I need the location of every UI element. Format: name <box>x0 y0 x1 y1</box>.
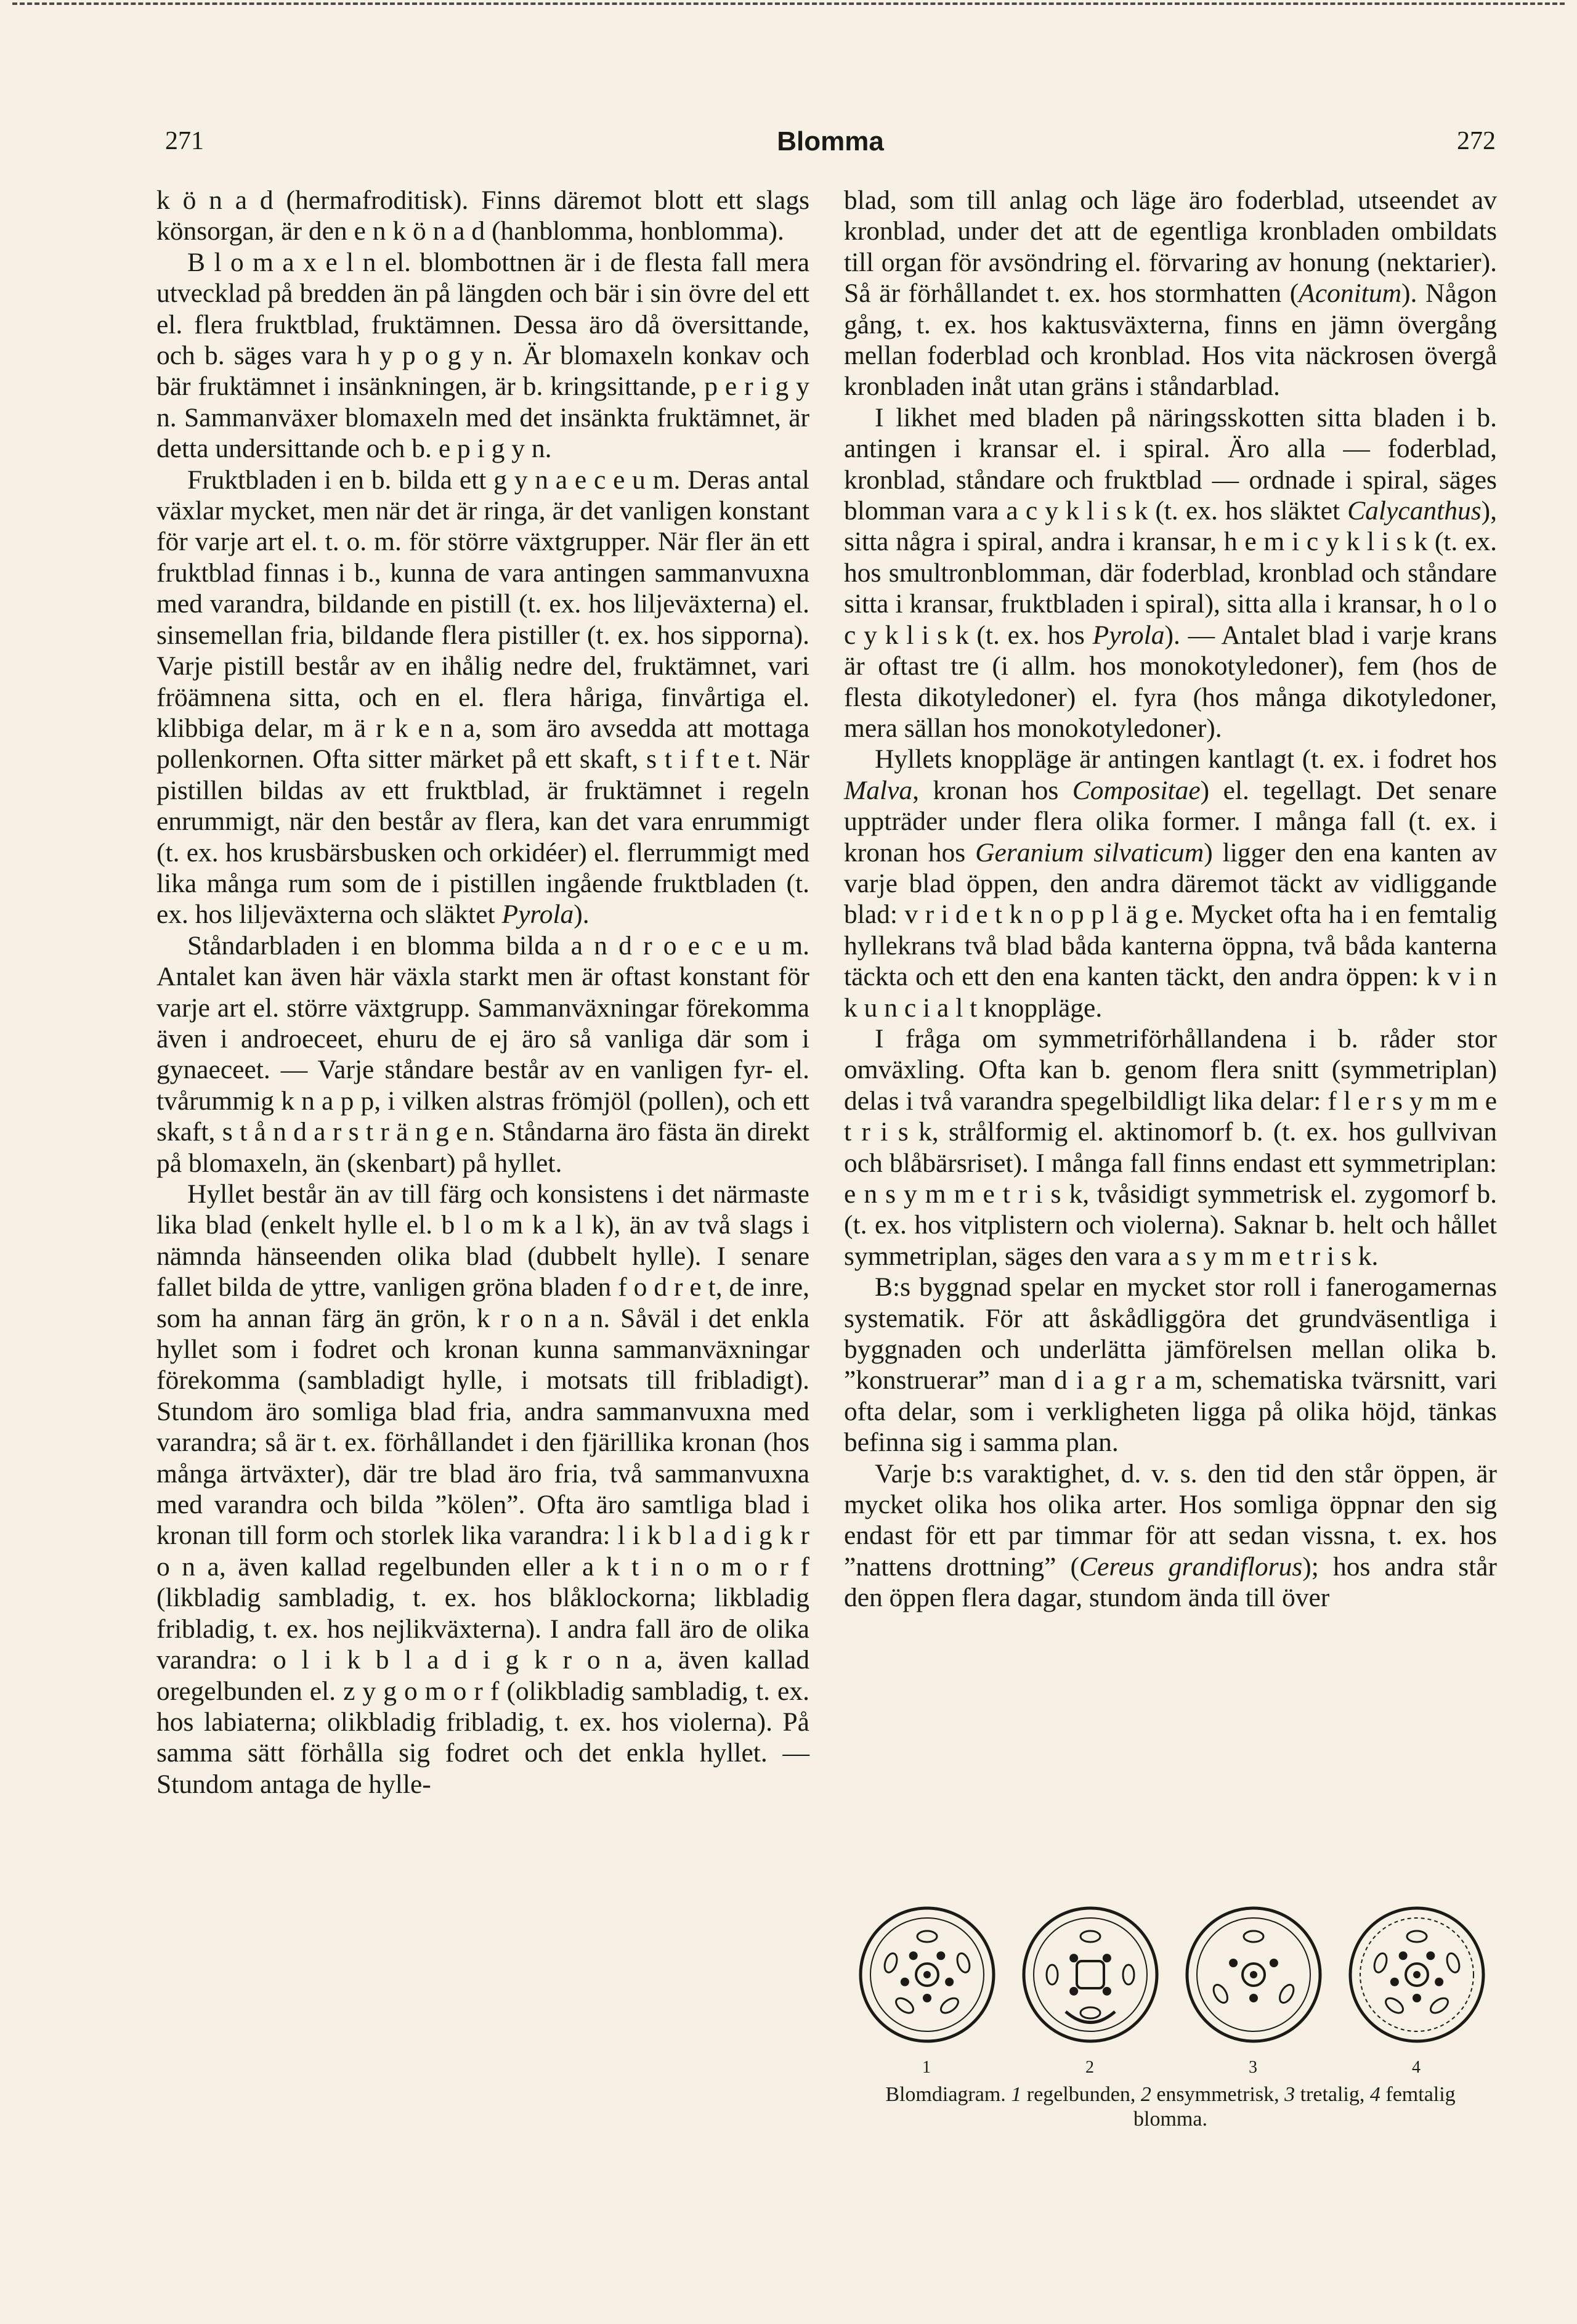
petal-mark <box>938 1995 960 2015</box>
paragraph <box>156 185 809 247</box>
caption-run: regelbunden, <box>1021 2083 1141 2106</box>
text-run: , strålformig el. aktinomorf b. (t. ex. hos gullvivan och blåbärsriset). I många fall finns endast ett symmetriplan: <box>844 1117 1497 1178</box>
petal-mark <box>1407 1931 1427 1942</box>
text-run: ). — Antalet blad i varje krans är oftast tre (i allm. hos monokotyledoner), fem (hos de flesta dikotyledoner) el. fyra (hos många dikotyledoner, mera sällan hos monokotyledoner). <box>844 620 1497 743</box>
petal-mark <box>1080 2007 1100 2018</box>
text-run: Ståndarbladen i en blomma bilda <box>187 930 571 961</box>
paragraph <box>156 465 809 930</box>
running-title: Blomma <box>777 126 884 156</box>
stamen-mark <box>909 1951 918 1960</box>
spaced-term: z y g o m o r f <box>343 1676 500 1706</box>
spaced-term: e n k ö n a d <box>354 216 485 246</box>
text-run: . När pistillen bildas av ett fruktblad, är fruktämnet i regeln enrummigt, när den består av flera, kan det vara enrummigt (t. ex. hos krusbärsbusken och orkidéer) el. flerrummigt med lika många rum som de i pistillen ingående fruktbladen (t. ex. hos liljeväxterna och släktet <box>156 744 809 930</box>
text-run: . <box>1371 1241 1379 1271</box>
flower-diagram-figure <box>844 1901 1497 2132</box>
text-run: (hanblomma, honblomma). <box>485 216 784 246</box>
petal-mark <box>883 1952 899 1974</box>
ovary-mark <box>1077 1961 1104 1988</box>
stamen-mark <box>1103 1987 1111 1996</box>
right-column <box>844 185 1497 1614</box>
caption-run <box>1006 2083 1011 2106</box>
petal-mark <box>1277 1983 1297 2005</box>
scan-edge-line <box>12 2 1565 5</box>
petal-mark <box>955 1952 971 1974</box>
text-run: , även kallad oregelbunden el. <box>156 1645 809 1706</box>
caption-number: 4 <box>1369 2083 1380 2106</box>
petal-mark <box>1244 1931 1263 1942</box>
stamen-mark <box>1229 1959 1238 1967</box>
stamen-mark <box>1103 1954 1111 1962</box>
spaced-term: k v i n k u n c i a l t <box>844 962 1497 1023</box>
italic-term: Cereus grandiflorus <box>1079 1551 1303 1582</box>
petal-mark <box>1123 1965 1134 1985</box>
stamen-mark <box>936 1951 945 1960</box>
stamen-mark <box>1435 1978 1443 1986</box>
caption-lead: Blomdiagram. <box>885 2083 1006 2106</box>
italic-term: Malva <box>844 775 913 805</box>
caption-run: ensymmetrisk, <box>1151 2083 1285 2106</box>
stamen-mark <box>945 1978 954 1986</box>
text-run: . Deras antal växlar mycket, men när det är ringa, är det vanligen konstant för varje art el. t. o. m. för större växtgrupper. När fler än ett fruktblad finnas i b., kunna de vara antingen sammanvuxna med varandra, bildande en pistill (t. ex. hos liljeväxterna) el. sinsemellan fria, bildande flera pistiller (t. ex. hos sipporna). Varje pistill består av en ihålig nedre del, fruktämnet, vari fröämnena sitta, och en el. flera håriga, finvårtiga el. klibbiga delar, <box>156 465 809 743</box>
text-run: knoppläge. <box>977 993 1103 1023</box>
spaced-term: g y n a e c e u m <box>493 465 674 495</box>
paragraph <box>156 247 809 465</box>
petal-mark <box>1047 1965 1058 1985</box>
stamen-mark <box>1399 1951 1408 1960</box>
text-run: el. blombottnen är i de flesta fall mera utvecklad på bredden än på längden och bär i sin övre del ett el. flera fruktblad, fruktämnen. Dessa äro då översittande, och b. säges vara <box>156 247 809 371</box>
paragraph <box>156 1179 809 1800</box>
paragraph <box>844 1272 1497 1458</box>
stamen-mark <box>1270 1959 1278 1967</box>
left-column <box>156 185 809 1800</box>
paragraph <box>156 930 809 1179</box>
spaced-term: m ä r k e n a <box>323 713 475 743</box>
text-run: ). Någon gång, t. ex. hos kaktusväxterna, finns en jämn övergång mellan foderblad och kronblad. Hos vita näckrosen övergå kronbladen inåt utan gräns i ståndarblad. <box>844 278 1497 402</box>
spaced-term: k n a p p <box>281 1086 375 1116</box>
spaced-term: f l e r s y m m e t r i s k <box>844 1086 1497 1147</box>
spaced-term: p e r i g y n <box>156 372 809 433</box>
text-run: (t. ex. hos smultronblomman, där foderblad, kronblad och ståndare sitta i kransar, fruktbladen i spiral), sitta alla i kransar, <box>844 527 1497 619</box>
spaced-term: h y p o g y n <box>357 341 507 371</box>
petal-mark <box>1428 1995 1450 2015</box>
figure-caption <box>844 2082 1497 2132</box>
italic-term: Aconitum <box>1299 278 1401 309</box>
caption-text <box>1006 2083 1456 2131</box>
spaced-term: l i k b l a d i g k r o n a <box>156 1521 809 1582</box>
diagram-label: 1 <box>922 2058 931 2077</box>
text-run: . Antalet kan även här växla starkt men är oftast konstant för varje art el. större växtgrupp. Sammanväxningar förekomma även i androeceet, ehuru de ej äro så vanliga där som i gynaeceet. — Varje ståndare består av en vanligen fyr- el. tvårummig <box>156 930 809 1116</box>
stamen-mark <box>1069 1987 1078 1996</box>
text-run: . Mycket ofta ha i en femtalig hyllekrans två blad båda kanterna öppna, två båda kanterna täckta och ett den ena kanten täckt, den andra öppen: <box>844 900 1497 992</box>
spaced-term: a n d r o e c e u m <box>570 930 803 961</box>
page-number-right: 272 <box>1457 127 1496 155</box>
petal-mark <box>1383 1995 1405 2015</box>
spaced-term: f o d r e t <box>618 1272 716 1302</box>
text-run: (likbladig sambladig, t. ex. hos blåklockorna; likbladig fribladig, t. ex. hos nejlikväxterna). I andra fall äro de olika varandra: <box>156 1583 809 1675</box>
spaced-term: h e m i c y k l i s k <box>1223 527 1428 557</box>
caption-number: 1 <box>1011 2083 1022 2106</box>
diagram-label: 4 <box>1412 2058 1421 2077</box>
spaced-term: v r i d e t k n o p p l ä g e <box>904 900 1177 930</box>
spaced-term: o l i k b l a d i g k r o n a <box>273 1645 657 1675</box>
text-run: blad, som till anlag och läge äro foderblad, utseendet av kronblad, under det att de egentliga kronbladen ombildats till organ för avsöndring el. förvaring av honung (nektarier). Så är förhållandet t. ex. hos stormhatten ( <box>844 185 1497 309</box>
text-run: Hyllet består än av till färg och konsistens i det närmaste lika blad (enkelt hylle el. <box>156 1179 809 1240</box>
text-run: ) el. tegellagt. Det senare uppträder under flera olika former. I många fall (t. ex. i kronan hos <box>844 775 1497 867</box>
paragraph <box>844 185 1497 402</box>
text-run: (t. ex. hos <box>968 620 1093 650</box>
spaced-term: a s y m m e t r i s k <box>1167 1241 1372 1271</box>
text-run: , kronan hos <box>912 775 1072 805</box>
text-run: ), sitta några i spiral, andra i kransar, <box>844 496 1498 557</box>
petal-mark <box>1080 1931 1100 1942</box>
stamen-mark <box>1413 1994 1421 2002</box>
text-run: I likhet med bladen på näringsskotten sitta bladen i b. antingen i kransar el. i spiral. Äro alla — foderblad, kronblad, ståndare och fruktblad — ordnade i spiral, säges blomman vara <box>844 402 1497 526</box>
ovary-center <box>1250 1971 1257 1978</box>
text-run: . <box>545 434 552 464</box>
stamen-mark <box>1249 1994 1258 2002</box>
text-run: (olikbladig sambladig, t. ex. hos labiaterna; olikbladig fribladig, t. ex. hos violerna). På samma sätt förhålla sig fodret och det enkla hyllet. — Stundom antaga de hylle- <box>156 1676 809 1799</box>
text-run: , i vilken alstras frömjöl (pollen), och ett skaft, <box>156 1086 809 1147</box>
spaced-term: e p i g y n <box>438 434 545 464</box>
paragraph <box>844 402 1497 744</box>
text-run: . Ståndarna äro fästa än direkt på blomaxeln, än (skenbart) på hyllet. <box>156 1117 809 1178</box>
spaced-term: k ö n a d <box>156 185 274 215</box>
spaced-term: h o l o c y k l i s k <box>844 589 1497 650</box>
text-run: , schematiska tvärsnitt, vari ofta delar, som i verkligheten ligga på olika höjd, tänkas befinna sig i samma plan. <box>844 1365 1497 1458</box>
text-run: ). <box>574 900 590 930</box>
petal-mark <box>1211 1983 1231 2005</box>
text-run: , även kallad regelbunden eller <box>219 1551 583 1582</box>
spaced-term: s t å n d a r s t r ä n g e n <box>222 1117 489 1147</box>
italic-term: Calycanthus <box>1347 496 1482 526</box>
petal-mark <box>893 1995 915 2015</box>
paragraph <box>844 744 1497 1023</box>
text-run: , som äro avsedda att mottaga pollenkornen. Ofta sitter märket på ett skaft, <box>156 713 810 774</box>
text-run: ); hos andra står den öppen flera dagar, stundom ända till över <box>844 1551 1497 1613</box>
spaced-term: s t i f t e t <box>646 744 755 774</box>
page-header <box>165 126 1496 169</box>
diagram-labels <box>844 2058 1497 2082</box>
stamen-mark <box>1390 1978 1399 1986</box>
diagram-label: 2 <box>1085 2058 1094 2077</box>
text-run: , de inre, som ha annan färg än grön, <box>156 1272 810 1333</box>
stamen-mark <box>901 1978 909 1986</box>
paragraph <box>844 1458 1497 1614</box>
paragraph <box>844 1023 1497 1272</box>
text-run: Varje b:s varaktighet, d. v. s. den tid den står öppen, är mycket olika hos olika arter. Hos somliga öppnar den sig endast för ett par timmar för att sedan vissna, t. ex. hos ”nattens drottning” ( <box>844 1458 1497 1582</box>
petal-mark <box>1372 1952 1389 1974</box>
spaced-term: e n s y m m e t r i s k <box>844 1179 1083 1209</box>
text-run: (hermafroditisk). Finns däremot blott ett slags könsorgan, är den <box>156 185 809 246</box>
text-run: , tvåsidigt symmetrisk el. zygomorf b. (t. ex. hos vitplistern och violerna). Saknar b. helt och hållet symmetriplan, säges den vara <box>844 1179 1497 1271</box>
ovary-center <box>923 1971 931 1978</box>
petal-mark <box>917 1931 937 1942</box>
lip-mark <box>1066 2012 1115 2023</box>
text-run: (t. ex. hos släktet <box>1148 496 1348 526</box>
text-run: B:s byggnad spelar en mycket stor roll i fanerogamernas systematik. För att åskådliggöra det grundväsentliga i byggnaden och underlätta jämförelsen mellan olika b. ”konstruerar” man <box>844 1272 1497 1396</box>
caption-number: 2 <box>1140 2083 1151 2106</box>
ovary-center <box>1413 1971 1421 1978</box>
spaced-term: k r o n a n <box>476 1303 604 1333</box>
italic-term: Pyrola <box>501 900 574 930</box>
petal-mark <box>1445 1952 1461 1974</box>
diagram-label: 3 <box>1249 2058 1257 2077</box>
text-run: . Är blomaxeln konkav och bär fruktämnet i insänkningen, är b. kringsittande, <box>156 341 809 402</box>
text-run: ), än av två slags i nämnda hänseenden olika blad (dubbelt hylle). I senare fallet bilda de yttre, vanligen gröna bladen <box>156 1210 810 1302</box>
stamen-mark <box>1426 1951 1435 1960</box>
italic-term: Pyrola <box>1092 620 1165 650</box>
caption-run: tretalig, <box>1295 2083 1370 2106</box>
text-run: ) ligger den ena kanten av varje blad öppen, den andra däremot täckt av vidliggande blad: <box>844 837 1497 930</box>
flower-diagrams <box>844 1901 1497 2058</box>
spaced-term: b l o m k a l k <box>441 1210 605 1240</box>
caption-number: 3 <box>1284 2083 1295 2106</box>
stamen-mark <box>1069 1954 1078 1962</box>
spaced-term: a k t i n o m o r f <box>582 1551 809 1582</box>
text-run: . Såväl i det enkla hyllet som i fodret och kronan kunna sammanväxningar förekomma (sambladigt hylle, i motsats till fribladigt). Stundom äro somliga blad fria, andra sammanvuxna med varandra; så är t. ex. förhållandet i den fjärillika kronan (hos många ärtväxter), där tre blad äro fria, två sammanvuxna med varandra och bilda ”kölen”. Ofta äro samtliga blad i kronan till form och storlek lika varandra: <box>156 1303 809 1551</box>
stamen-mark <box>923 1994 931 2002</box>
text-run: Fruktbladen i en b. bilda ett <box>187 465 494 495</box>
spaced-term: d i a g r a m <box>1053 1365 1196 1396</box>
text-run: . Sammanväxer blomaxeln med det insänkta fruktämnet, är detta undersittande och b. <box>156 402 809 464</box>
spaced-term: a c y k l i s k <box>1006 496 1148 526</box>
caption-run: femtalig blomma. <box>1133 2083 1456 2131</box>
spaced-term: B l o m a x e l n <box>187 247 376 277</box>
page-number-left: 271 <box>165 127 204 155</box>
text-run: Hyllets knoppläge är antingen kantlagt (t. ex. i fodret hos <box>875 744 1497 774</box>
diagram-inner-ring <box>1034 1918 1147 2031</box>
text-run: I fråga om symmetriförhållandena i b. råder stor omväxling. Ofta kan b. genom flera snitt (symmetriplan) delas i två varandra spegelbildligt lika delar: <box>844 1023 1497 1116</box>
italic-term: Compositae <box>1072 775 1201 805</box>
italic-term: Geranium silvaticum <box>975 837 1204 867</box>
